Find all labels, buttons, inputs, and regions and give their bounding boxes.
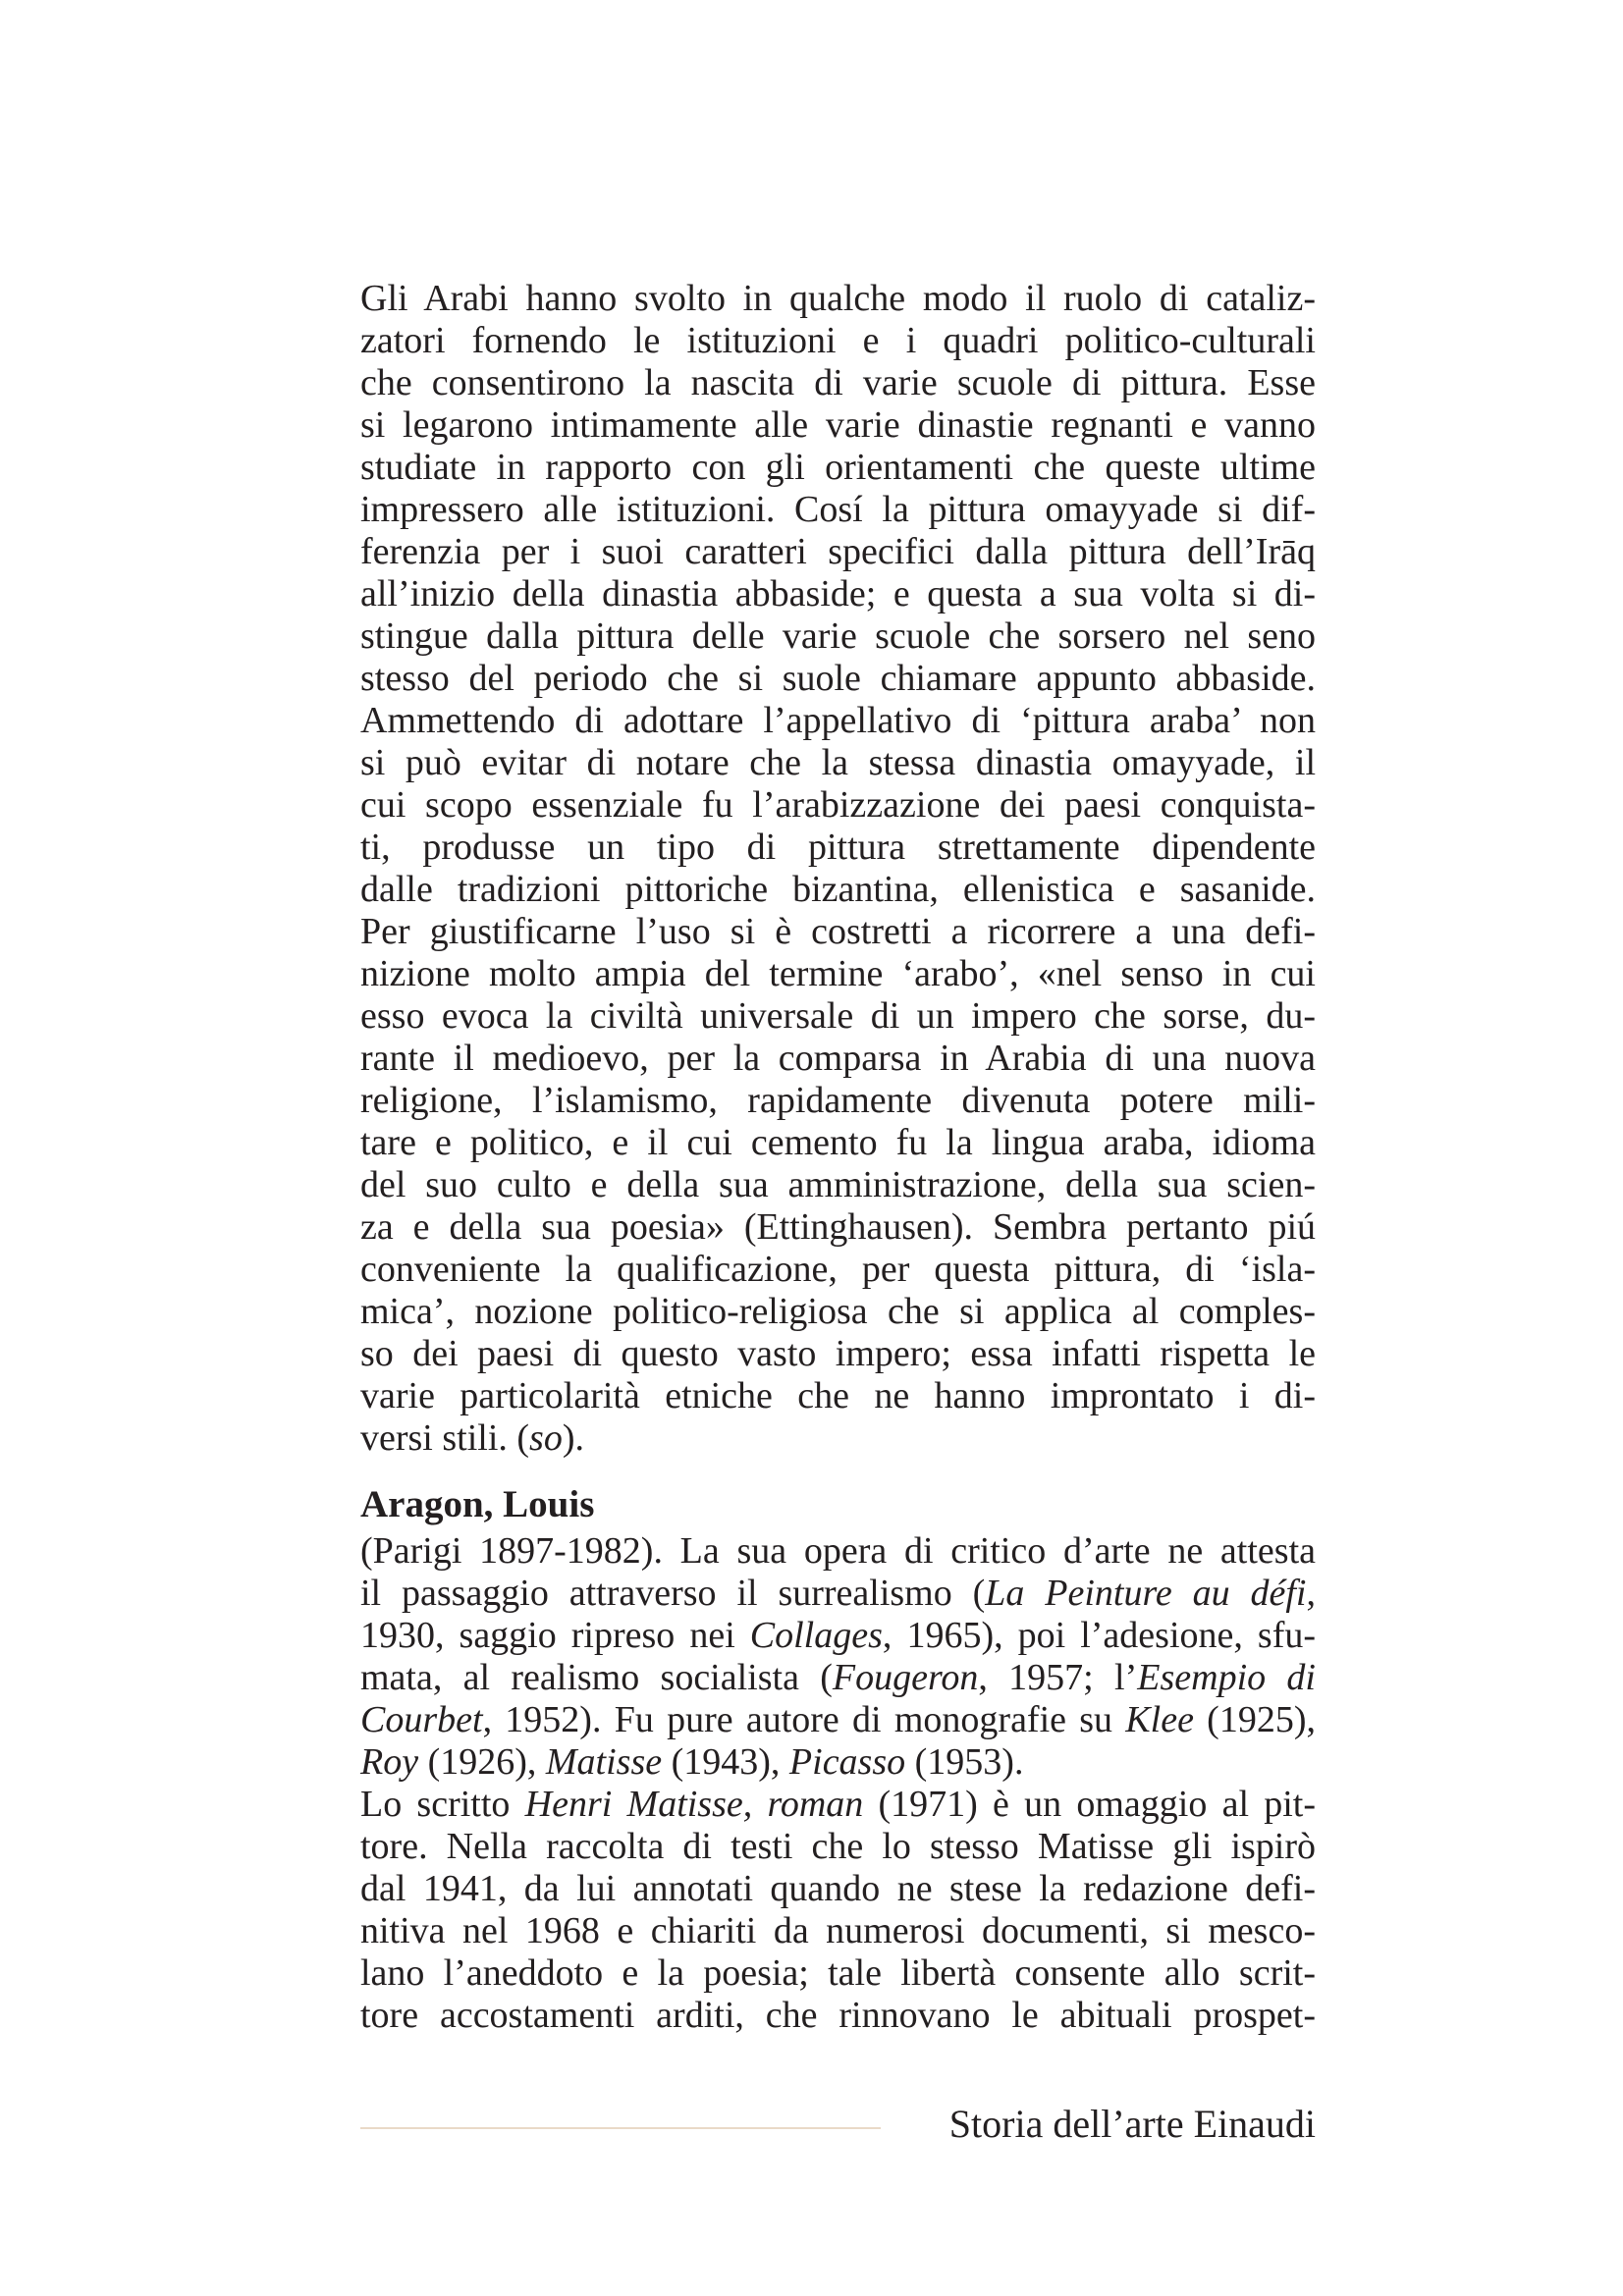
author-initials: so [529, 1417, 563, 1459]
work-title: La Peinture au défi [985, 1573, 1307, 1614]
work-title: Courbet [360, 1699, 483, 1740]
text-line: tore accostamenti arditi, che rinnovano le abituali prospet- [360, 1995, 1316, 2036]
text-line: ferenzia per i suoi caratteri specifici dalla pittura dell’Irāq [360, 531, 1316, 572]
text-run: (1953). [905, 1741, 1024, 1783]
text-run: ). [562, 1417, 584, 1459]
text-run: , [1306, 1573, 1316, 1614]
text-line: za e della sua poesia» (Ettinghausen). Sembra pertanto piú [360, 1206, 1316, 1248]
text-line: Per giustificarne l’uso si è costretti a ricorrere a una defi- [360, 911, 1316, 952]
text-run: , 1952). Fu pure autore di monografie su [482, 1699, 1126, 1740]
text-line: rante il medioevo, per la comparsa in Arabia di una nuova [360, 1038, 1316, 1079]
text-line [360, 1615, 1316, 1657]
body-text [360, 278, 1316, 2037]
text-run: 1930, saggio ripreso nei [360, 1615, 750, 1656]
text-run: (1925), [1193, 1699, 1316, 1740]
work-title: Matisse [545, 1741, 663, 1783]
text-line: dalle tradizioni pittoriche bizantina, ellenistica e sasanide. [360, 869, 1316, 910]
text-line: so dei paesi di questo vasto impero; essa infatti rispetta le [360, 1333, 1316, 1374]
text-run: versi stili. ( [360, 1417, 530, 1459]
text-line: all’inizio della dinastia abbaside; e questa a sua volta si di- [360, 573, 1316, 614]
work-title: Henri Matisse, roman [524, 1784, 864, 1825]
text-line: tare e politico, e il cui cemento fu la lingua araba, idioma [360, 1122, 1316, 1163]
text-run: , 1965), poi l’adesione, sfu- [882, 1615, 1316, 1656]
work-title: Roy [360, 1741, 419, 1783]
text-line [360, 1573, 1316, 1615]
text-line: impressero alle istituzioni. Cosí la pittura omayyade si dif- [360, 489, 1316, 530]
text-line: nizione molto ampia del termine ‘arabo’, «nel senso in cui [360, 953, 1316, 994]
text-run: mata, al realismo socialista ( [360, 1657, 833, 1698]
text-line: si può evitar di notare che la stessa dinastia omayyade, il [360, 742, 1316, 783]
text-line: si legarono intimamente alle varie dinastie regnanti e vanno [360, 404, 1316, 446]
text-line: stingue dalla pittura delle varie scuole che sorsero nel seno [360, 615, 1316, 657]
text-line: conveniente la qualificazione, per questa pittura, di ‘isla- [360, 1249, 1316, 1290]
text-run: il passaggio attraverso il surrealismo ( [360, 1573, 986, 1614]
text-run: Lo scritto [360, 1784, 525, 1825]
work-title: Klee [1125, 1699, 1194, 1740]
text-run: , 1957; l’ [978, 1657, 1138, 1698]
text-run: (1971) è un omaggio al pit- [863, 1784, 1316, 1825]
work-title: Esempio di [1137, 1657, 1316, 1698]
text-run: (1926), [418, 1741, 546, 1783]
text-line: del suo culto e della sua amministrazione, della sua scien- [360, 1164, 1316, 1205]
text-line: dal 1941, da lui annotati quando ne stese la redazione defi- [360, 1868, 1316, 1909]
text-line: ti, produsse un tipo di pittura strettamente dipendente [360, 827, 1316, 868]
text-line: (Parigi 1897-1982). La sua opera di critico d’arte ne attesta [360, 1530, 1316, 1572]
text-line: mica’, nozione politico-religiosa che si applica al comples- [360, 1291, 1316, 1332]
text-line [360, 1741, 1316, 1784]
text-line: zatori fornendo le istituzioni e i quadri politico-culturali [360, 320, 1316, 361]
text-line [360, 1657, 1316, 1699]
footer-rule [360, 2127, 881, 2129]
work-title: Fougeron [832, 1657, 979, 1698]
text-line: tore. Nella raccolta di testi che lo stesso Matisse gli ispirò [360, 1826, 1316, 1867]
paragraph-arab-painting [360, 278, 1316, 1460]
text-line: varie particolarità etniche che ne hanno improntato i di- [360, 1375, 1316, 1416]
text-line: esso evoca la civiltà universale di un impero che sorse, du- [360, 995, 1316, 1037]
entry-heading: Aragon, Louis [360, 1483, 595, 1525]
work-title: Picasso [788, 1741, 906, 1783]
text-line: Ammettendo di adottare l’appellativo di ‘pittura araba’ non [360, 700, 1316, 741]
text-line [360, 1784, 1316, 1826]
text-line: religione, l’islamismo, rapidamente divenuta potere mili- [360, 1080, 1316, 1121]
text-line: nitiva nel 1968 e chiariti da numerosi documenti, si mesco- [360, 1910, 1316, 1951]
text-line: cui scopo essenziale fu l’arabizzazione dei paesi conquista- [360, 784, 1316, 826]
footer-title: Storia dell’arte Einaudi [948, 2102, 1316, 2146]
text-line: che consentirono la nascita di varie scuole di pittura. Esse [360, 362, 1316, 403]
work-title: Collages [749, 1615, 883, 1656]
text-line: stesso del periodo che si suole chiamare appunto abbaside. [360, 658, 1316, 699]
text-line: studiate in rapporto con gli orientamenti che queste ultime [360, 447, 1316, 488]
entry-aragon-text [360, 1530, 1316, 2037]
text-line [360, 1699, 1316, 1741]
text-run: (1943), [662, 1741, 789, 1783]
text-line: Gli Arabi hanno svolto in qualche modo il ruolo di cataliz- [360, 278, 1316, 319]
text-line: lano l’aneddoto e la poesia; tale libertà consente allo scrit- [360, 1952, 1316, 1994]
text-line-last [360, 1417, 1316, 1460]
